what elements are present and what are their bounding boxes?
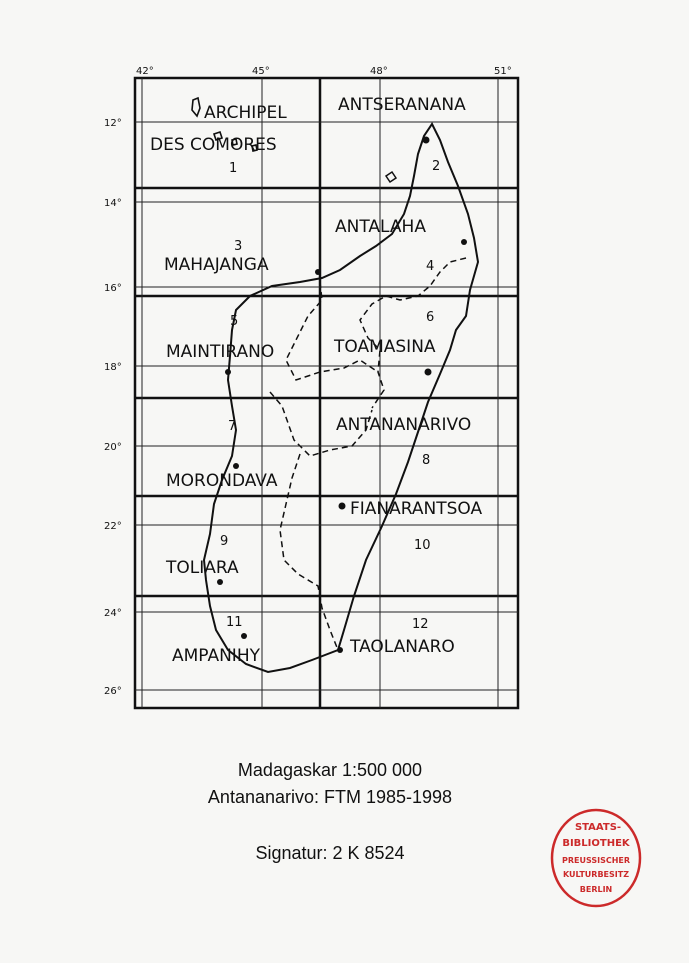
sheet-number-12: 12 — [412, 617, 429, 632]
place-label-antseranana: ANTSERANANA — [338, 95, 466, 115]
stamp-line-4: KULTURBESITZ — [563, 870, 629, 879]
sheet-number-10: 10 — [414, 538, 431, 553]
place-label-fianarantsoa: FIANARANTSOA — [350, 499, 483, 519]
stamp-line-3: PREUSSISCHER — [561, 856, 631, 865]
place-label-archipel: ARCHIPEL — [204, 103, 287, 123]
place-label-maintirano: MAINTIRANO — [166, 342, 275, 362]
graticule — [135, 78, 518, 708]
sheet-number-4: 4 — [426, 259, 435, 274]
longitude-label-48: 48° — [370, 66, 388, 77]
sheet-number-7: 7 — [228, 419, 237, 434]
city-markers — [217, 137, 467, 654]
sheet-number-5: 5 — [230, 314, 239, 329]
province-boundaries — [270, 258, 466, 650]
sheet-number-11: 11 — [226, 615, 243, 630]
stamp-line-2: BIBLIOTHEK — [562, 838, 630, 849]
latitude-label-20: 20° — [104, 442, 122, 453]
latitude-label-16: 16° — [104, 283, 122, 294]
library-stamp — [548, 806, 646, 910]
sheet-number-2: 2 — [432, 159, 441, 174]
place-label-mahajanga: MAHAJANGA — [164, 255, 269, 275]
place-label-taolanaro: TAOLANARO — [350, 637, 455, 657]
longitude-label-45: 45° — [252, 66, 270, 77]
sheet-number-6: 6 — [426, 310, 435, 325]
latitude-label-12: 12° — [104, 118, 122, 129]
place-label-morondava: MORONDAVA — [166, 471, 278, 491]
latitude-label-22: 22° — [104, 521, 122, 532]
stamp-line-5: BERLIN — [579, 885, 613, 894]
latitude-label-14: 14° — [104, 198, 122, 209]
latitude-label-26: 26° — [104, 686, 122, 697]
place-label-antananarivo: ANTANANARIVO — [336, 415, 472, 435]
sheet-number-3: 3 — [234, 239, 243, 254]
caption-source: Antananarivo: FTM 1985-1998 — [207, 787, 453, 807]
small-island — [386, 172, 396, 182]
caption-signature: Signatur: 2 K 8524 — [255, 843, 405, 863]
longitude-label-42: 42° — [136, 66, 154, 77]
caption-title: Madagaskar 1:500 000 — [237, 760, 423, 780]
sheet-number-9: 9 — [220, 534, 229, 549]
stamp-line-1: STAATS- — [574, 822, 622, 833]
place-label-toamasina: TOAMASINA — [334, 337, 436, 357]
sheet-number-8: 8 — [422, 453, 431, 468]
place-label-ampanihy: AMPANIHY — [172, 646, 260, 666]
place-label-antalaha: ANTALAHA — [335, 217, 426, 237]
latitude-label-18: 18° — [104, 362, 122, 373]
latitude-label-24: 24° — [104, 608, 122, 619]
sheet-number-1: 1 — [229, 161, 238, 176]
longitude-label-51: 51° — [494, 66, 512, 77]
place-label-des-comores: DES COMORES — [150, 135, 277, 155]
place-label-toliara: TOLIARA — [166, 558, 239, 578]
sheet-grid — [135, 78, 518, 708]
